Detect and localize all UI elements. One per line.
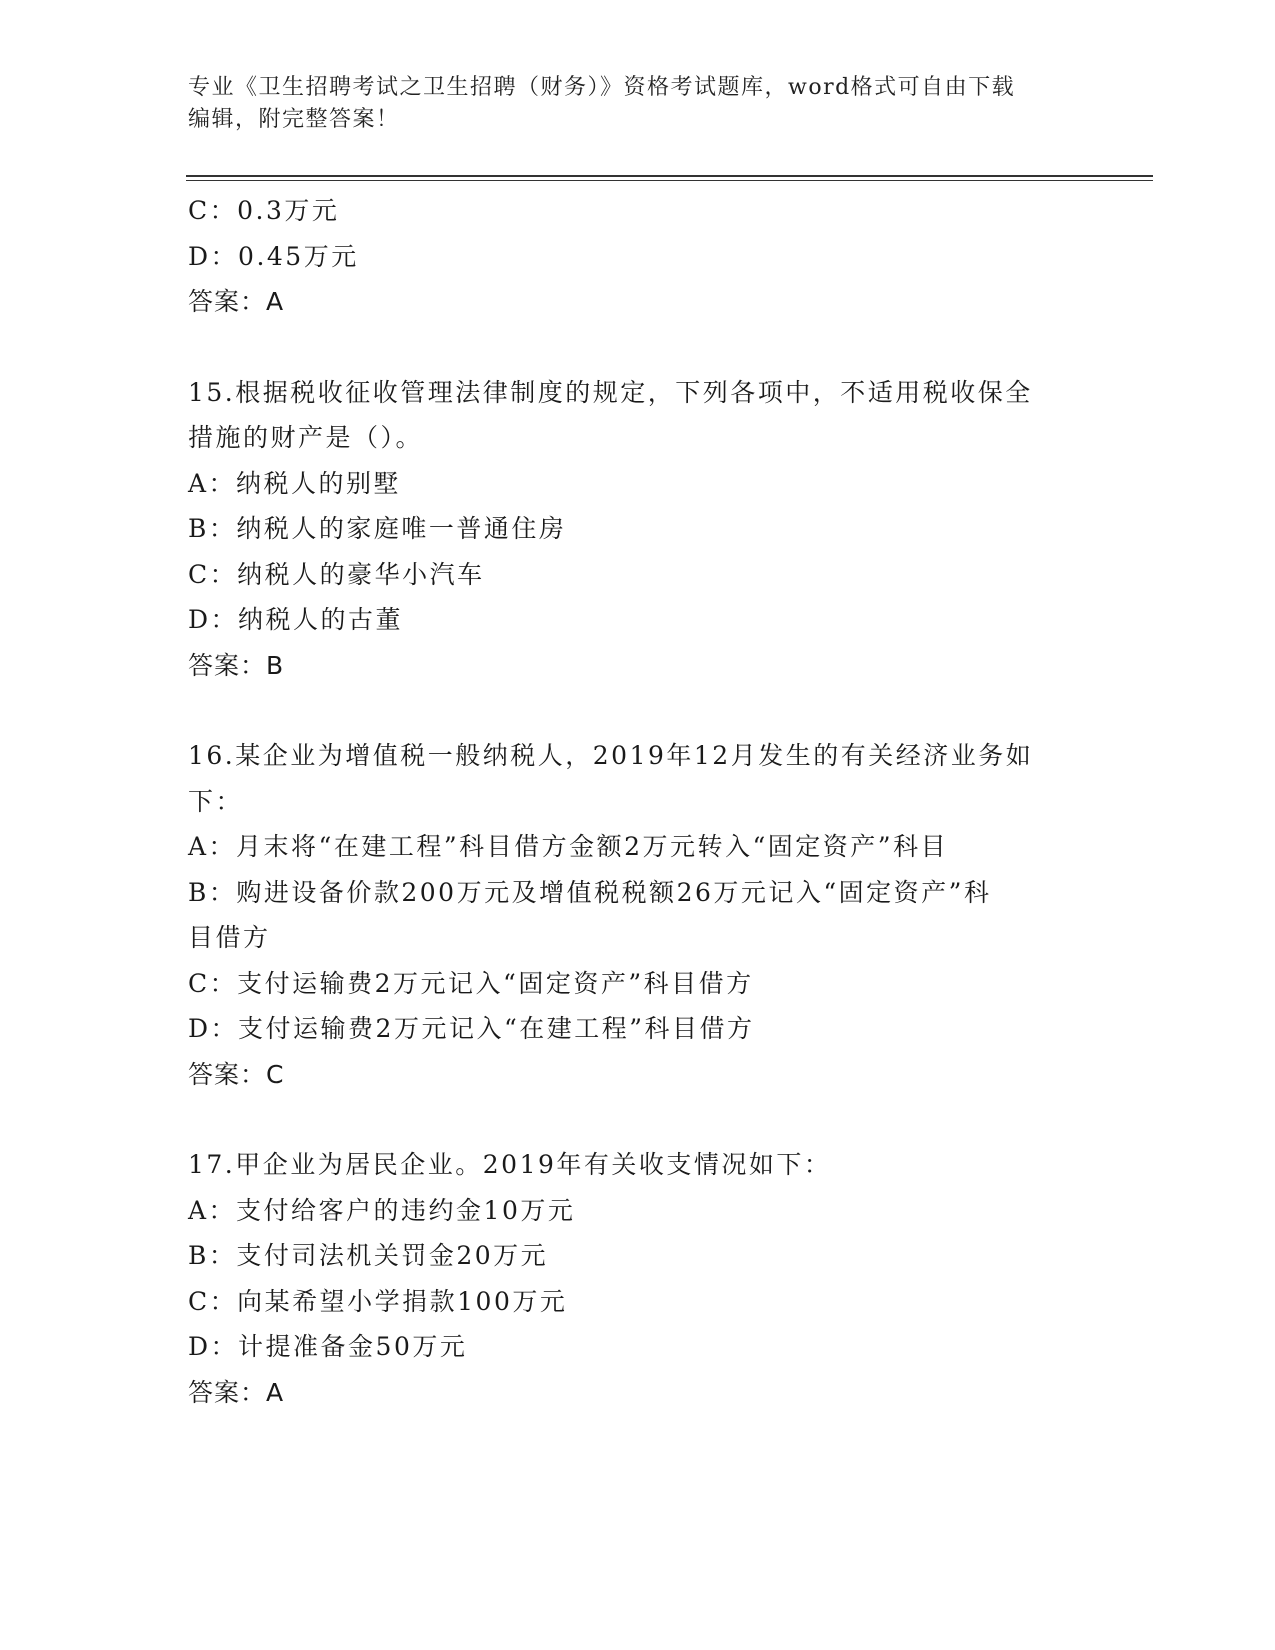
question-15: [188, 370, 1088, 689]
spacer: [188, 325, 1088, 370]
answer-line: 答案：A: [188, 287, 285, 316]
header-divider: [186, 175, 1153, 177]
option-d: D：计提准备金50万元: [188, 1332, 468, 1361]
header-line-1: 专业《卫生招聘考试之卫生招聘（财务）》资格考试题库，word格式可自由下载: [188, 75, 1016, 100]
page-header: [188, 72, 1068, 136]
question-stem: 15.根据税收征收管理法律制度的规定，下列各项中，不适用税收保全: [188, 377, 1033, 407]
answer-line: 答案：C: [188, 1059, 285, 1089]
option-c: C：0.3万元: [188, 196, 340, 225]
spacer: [188, 688, 1088, 733]
question-stem: 16.某企业为增值税一般纳税人，2019年12月发生的有关经济业务如: [188, 741, 1034, 770]
previous-question-tail: [188, 188, 1088, 325]
question-16: [188, 733, 1088, 1097]
question-17: [188, 1142, 1088, 1415]
answer-line: 答案：B: [188, 650, 285, 680]
option-c: C：支付运输费2万元记入“固定资产”科目借方: [188, 968, 754, 998]
option-d: D：0.45万元: [188, 241, 359, 271]
spacer: [188, 1097, 1088, 1142]
option-b-continued: 目借方: [188, 923, 271, 952]
option-d: D：支付运输费2万元记入“在建工程”科目借方: [188, 1014, 755, 1043]
option-b: B：纳税人的家庭唯一普通住房: [188, 514, 567, 543]
answer-line: 答案：A: [188, 1377, 285, 1407]
option-c: C：向某希望小学捐款100万元: [188, 1286, 568, 1316]
option-b: B：支付司法机关罚金20万元: [188, 1241, 549, 1270]
option-c: C：纳税人的豪华小汽车: [188, 559, 485, 589]
option-d: D：纳税人的古董: [188, 605, 404, 634]
header-line-2: 编辑，附完整答案！: [188, 107, 400, 132]
question-stem-continued: 下：: [188, 786, 244, 816]
question-list: [188, 188, 1088, 1415]
option-a: A：支付给客户的违约金10万元: [188, 1195, 576, 1225]
option-a: A：纳税人的别墅: [188, 468, 402, 498]
question-stem-continued: 措施的财产是（）。: [188, 423, 424, 452]
option-a: A：月末将“在建工程”科目借方金额2万元转入“固定资产”科目: [188, 832, 949, 861]
question-stem: 17.甲企业为居民企业。2019年有关收支情况如下：: [188, 1150, 832, 1179]
option-b: B：购进设备价款200万元及增值税税额26万元记入“固定资产”科: [188, 877, 992, 907]
header-divider-thin: [186, 180, 1153, 181]
